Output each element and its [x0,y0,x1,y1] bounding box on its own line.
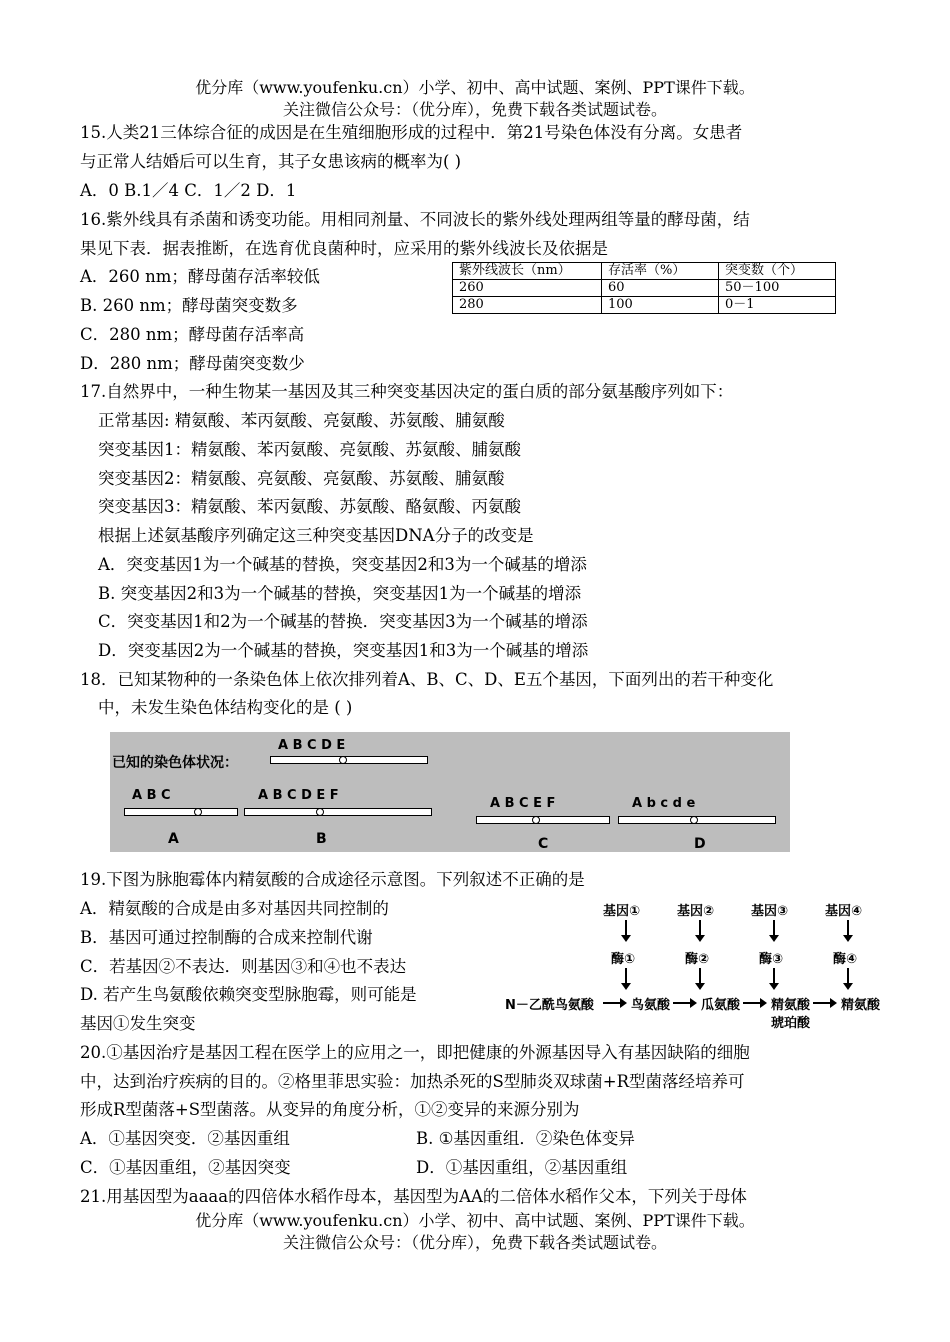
uv-table [452,262,836,314]
chromosome-b [244,808,432,816]
header-line-2: 关注微信公众号：（优分库），免费下载各类试题试卷。 [282,100,667,119]
q16-option-a: A．260 nm；酵母菌存活率较低 [80,267,320,286]
option-d-genes: A b c d e [632,796,696,811]
table-header-cell: 突变数（个） [719,263,836,280]
q17-option-c: C．突变基因1和2为一个碱基的替换．突变基因3为一个碱基的增添 [98,612,588,631]
centromere [339,756,347,764]
q15-options: A．0 B.1／4 C．1／2 D．1 [80,181,297,200]
q17-mutant-3: 突变基因3：精氨酸、苯丙氨酸、苏氨酸、酪氨酸、丙氨酸 [98,497,521,516]
enzyme-2-label: 酶② [685,952,710,967]
enzyme-1-label: 酶① [611,952,636,967]
q17-mutant-2: 突变基因2：精氨酸、亮氨酸、亮氨酸、苏氨酸、脯氨酸 [98,469,505,488]
gene-2-label: 基因② [677,904,715,919]
arrow-down-icon [847,968,849,984]
q19-option-c: C．若基因②不表达．则基因③和④也不表达 [80,957,407,976]
enzyme-3-label: 酶③ [759,952,784,967]
q20-option-a: A．①基因突变．②基因重组 [80,1129,290,1148]
chromosome-c [476,816,610,824]
q19-stem: 19.下图为脉胞霉体内精氨酸的合成途径示意图。下列叙述不正确的是 [80,870,585,889]
q17-stem: 17.自然界中，一种生物某一基因及其三种突变基因决定的蛋白质的部分氨基酸序列如下： [80,382,734,401]
option-c-label: C [538,836,549,852]
q16-option-b: B. 260 nm；酵母菌突变数多 [80,296,298,315]
substrate-ornithine: 鸟氨酸 [631,998,671,1013]
table-cell: 50－100 [719,280,836,297]
q19-option-d-2: 基因①发生突变 [80,1014,196,1033]
q15-stem-2: 与正常人结婚后可以生育，其子女患该病的概率为( ) [80,152,462,171]
gene-1-label: 基因① [603,904,641,919]
q16-option-c: C．280 nm；酵母菌存活率高 [80,325,305,344]
gene-4-label: 基因④ [825,904,863,919]
arrow-down-icon [773,920,775,936]
q17-option-a: A．突变基因1为一个碱基的替换，突变基因2和3为一个碱基的增添 [98,555,587,574]
centromere [532,816,540,824]
arrow-right-icon [813,1002,831,1004]
q16-option-d: D．280 nm；酵母菌突变数少 [80,354,305,373]
product-arginine: 精氨酸 [841,998,881,1013]
arrow-down-icon [625,968,627,984]
gene-3-label: 基因③ [751,904,789,919]
table-cell: 100 [602,297,719,314]
q18-stem-1: 18．已知某物种的一条染色体上依次排列着A、B、C、D、E五个基因，下面列出的若干种变化 [80,670,774,689]
q20-option-c: C．①基因重组，②基因突变 [80,1158,291,1177]
q19-option-a: A．精氨酸的合成是由多对基因共同控制的 [80,899,389,918]
arginine-pathway-figure [505,896,915,1036]
arrow-down-icon [773,968,775,984]
centromere [690,816,698,824]
arrow-down-icon [699,920,701,936]
q16-stem-2: 果见下表．据表推断，在选育优良菌种时，应采用的紫外线波长及依据是 [80,239,608,258]
q20-stem-3: 形成R型菌落+S型菌落。从变异的角度分析，①②变异的来源分别为 [80,1100,580,1119]
known-chromosome-label: 已知的染色体状况： [112,755,238,771]
enzyme-4-label: 酶④ [833,952,858,967]
q17-mutant-1: 突变基因1：精氨酸、苯丙氨酸、亮氨酸、苏氨酸、脯氨酸 [98,440,521,459]
q17-option-d: D．突变基因2为一个碱基的替换，突变基因1和3为一个碱基的增添 [98,641,589,660]
arrow-down-icon [847,920,849,936]
option-b-label: B [316,831,327,847]
arrow-right-icon [743,1002,761,1004]
table-row [453,297,836,314]
table-cell: 260 [453,280,602,297]
substrate-n-acetylornithine: N－乙酰鸟氨酸 [505,998,594,1013]
option-a-label: A [168,831,179,847]
chromosome-figure [110,732,790,852]
q17-normal-gene: 正常基因: 精氨酸、苯丙氨酸、亮氨酸、苏氨酸、脯氨酸 [98,411,505,430]
q17-question: 根据上述氨基酸序列确定这三种突变基因DNA分子的改变是 [98,526,534,545]
arrow-down-icon [699,968,701,984]
table-header-cell: 紫外线波长（nm） [453,263,602,280]
table-header-row [453,263,836,280]
q20-option-d: D．①基因重组，②基因重组 [416,1158,628,1177]
table-row [453,280,836,297]
q17-option-b: B. 突变基因2和3为一个碱基的替换，突变基因1为一个碱基的增添 [98,584,582,603]
table-header-cell: 存活率（%） [602,263,719,280]
centromere [194,808,202,816]
q20-stem-1: 20.①基因治疗是基因工程在医学上的应用之一，即把健康的外源基因导入有基因缺陷的细胞 [80,1043,750,1062]
q20-stem-2: 中，达到治疗疾病的目的。②格里菲思实验：加热杀死的S型肺炎双球菌+R型菌落经培养可 [80,1072,745,1091]
q21-stem: 21.用基因型为aaaa的四倍体水稻作母本，基因型为AA的二倍体水稻作父本，下列关于母体 [80,1187,747,1206]
q19-option-d-1: D. 若产生鸟氨酸依赖突变型脉胞霉，则可能是 [80,985,417,1004]
known-chromosome [270,756,428,764]
q15-stem-1: 15.人类21三体综合征的成因是在生殖细胞形成的过程中．第21号染色体没有分离。女患者 [80,123,743,142]
option-c-genes: A B C E F [490,796,556,811]
substrate-argininosuccinate: 精氨酸 [771,998,811,1013]
q16-stem-1: 16.紫外线具有杀菌和诱变功能。用相同剂量、不同波长的紫外线处理两组等量的酵母菌，结 [80,210,750,229]
header-line-1: 优分库（www.youfenku.cn）小学、初中、高中试题、案例、PPT课件下载。 [195,78,755,97]
table-cell: 0－1 [719,297,836,314]
substrate-succinate: 琥珀酸 [771,1016,811,1031]
q18-stem-2: 中，未发生染色体结构变化的是 ( ) [98,698,353,717]
arrow-down-icon [625,920,627,936]
option-a-genes: A B C [132,788,171,803]
footer-line-1: 优分库（www.youfenku.cn）小学、初中、高中试题、案例、PPT课件下载。 [195,1211,755,1230]
table-cell: 280 [453,297,602,314]
arrow-right-icon [603,1002,621,1004]
known-gene-letters: A B C D E [278,738,346,753]
option-b-genes: A B C D E F [258,788,339,803]
centromere [316,808,324,816]
table-cell: 60 [602,280,719,297]
substrate-citrulline: 瓜氨酸 [701,998,741,1013]
chromosome-a [124,808,238,816]
q20-option-b: B. ①基因重组．②染色体变异 [416,1129,635,1148]
arrow-right-icon [673,1002,691,1004]
q19-option-b: B．基因可通过控制酶的合成来控制代谢 [80,928,373,947]
option-d-label: D [694,836,706,852]
footer-line-2: 关注微信公众号：（优分库），免费下载各类试题试卷。 [282,1233,667,1252]
